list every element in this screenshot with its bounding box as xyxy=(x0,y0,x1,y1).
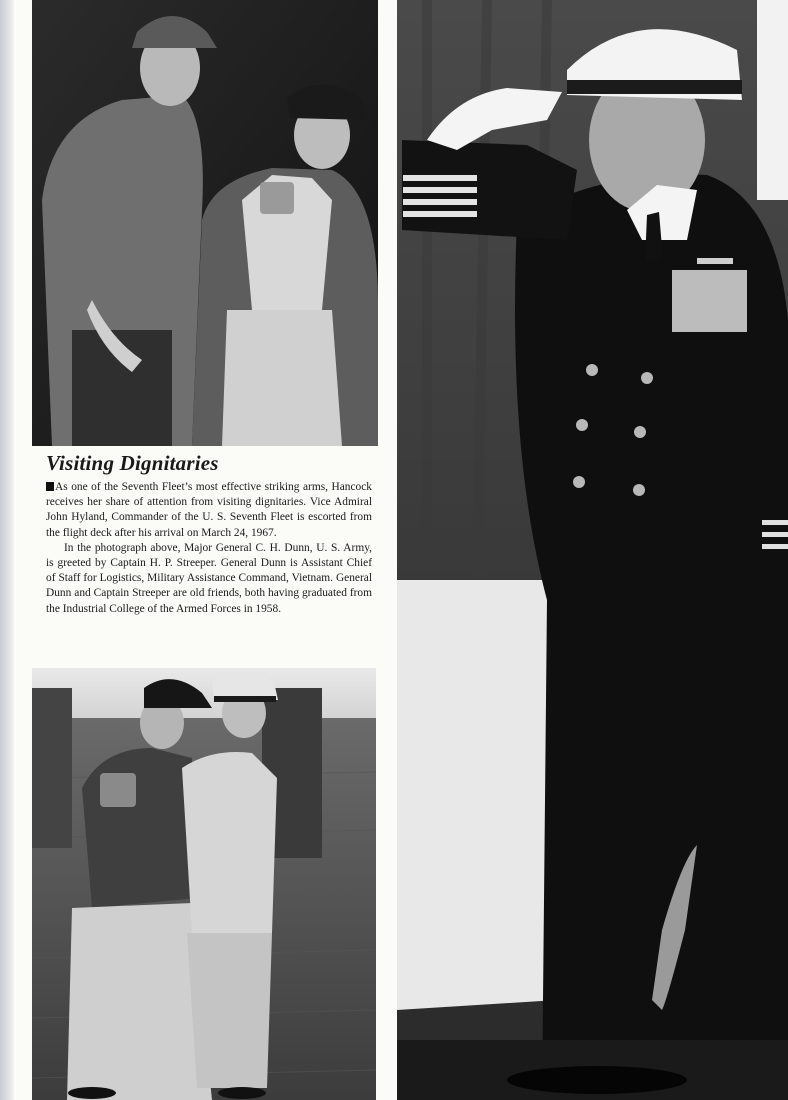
photo-flight-deck-escort xyxy=(32,668,376,1100)
article-paragraph-1-text: As one of the Seventh Fleet’s most effective striking arms, Hancock receives her share of attention from visiting dignitaries. Vice Admiral John Hyland, Commander of the U. S. Seventh Fleet is escorted from the flight deck after his arrival on March 24, 1967. xyxy=(46,481,372,539)
page-spine-shadow xyxy=(0,0,14,1100)
photo-captain-saluting-image xyxy=(397,0,788,1100)
bullet-square-icon xyxy=(46,482,54,491)
article xyxy=(46,448,372,617)
photo-flight-deck-escort-image xyxy=(32,668,376,1100)
photo-general-greeting xyxy=(32,0,378,446)
photo-captain-saluting xyxy=(397,0,788,1100)
article-paragraph-1 xyxy=(46,480,372,541)
photo-general-greeting-image xyxy=(32,0,378,446)
article-heading: Visiting Dignitaries xyxy=(46,451,219,475)
article-paragraph-2: In the photograph above, Major General C. H. Dunn, U. S. Army, is greeted by Captain H. P. Streeper. General Dunn is Assistant Chief of Staff for Logistics, Military Assistance Command, Vietnam. General Dunn and Captain Streeper are old friends, both having graduated from the Industrial College of the Armed Forces in 1958. xyxy=(46,541,372,615)
